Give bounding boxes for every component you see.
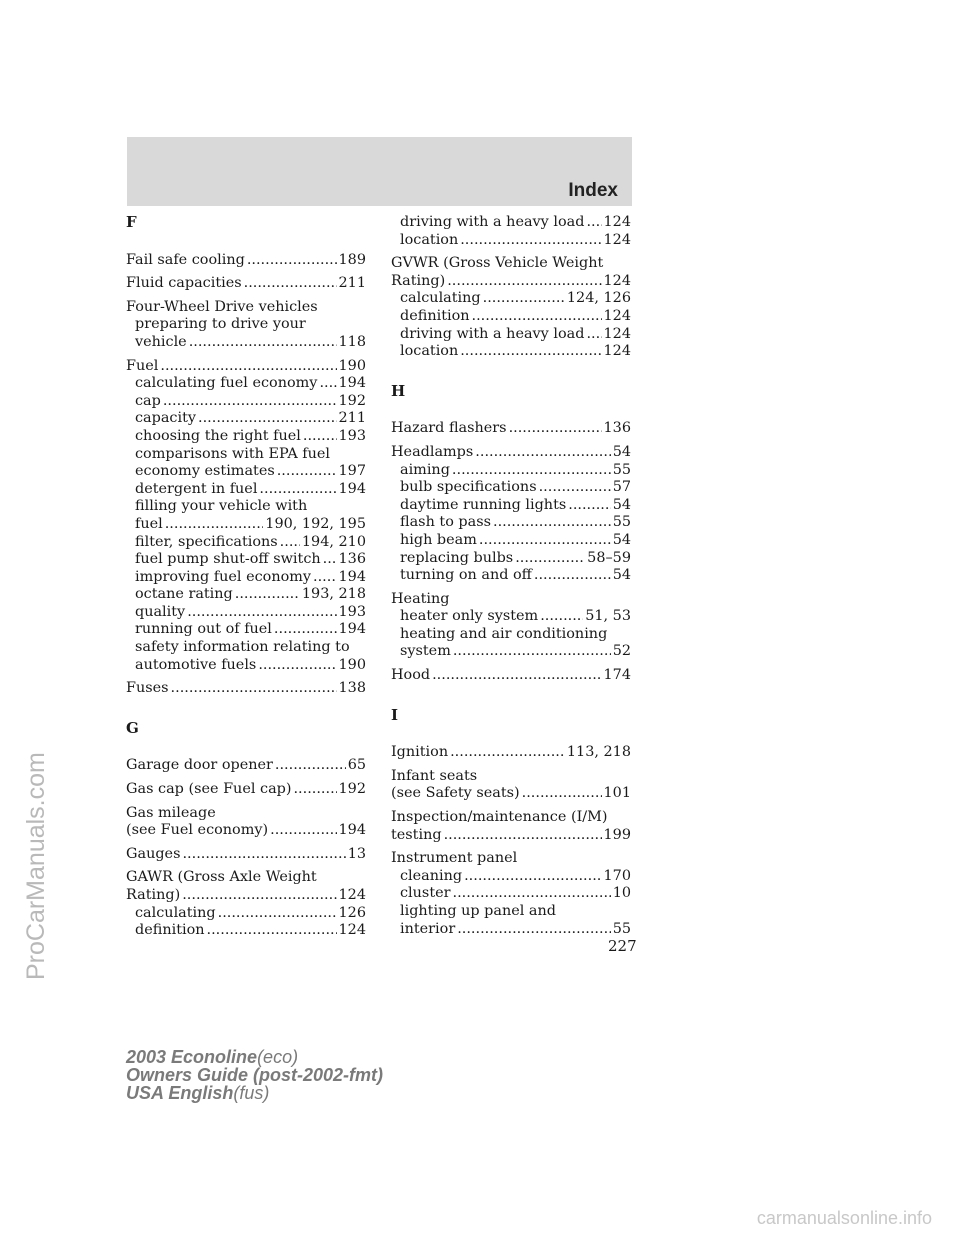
footer-language: USA English — [126, 1083, 234, 1103]
entry-page-ref: 65 — [347, 757, 366, 774]
index-entry — [391, 420, 631, 438]
entry-term: detergent in fuel — [135, 480, 258, 497]
entry-term: driving with a heavy load — [400, 325, 585, 342]
index-entry — [126, 275, 366, 293]
entry-term: Rating) — [391, 272, 446, 289]
entry-page-ref: 124, 126 — [566, 290, 631, 307]
entry-term: location — [400, 343, 459, 360]
entry-page-ref: 55 — [612, 514, 631, 531]
entry-page-ref: 190, 192, 195 — [265, 515, 366, 532]
section-header-band — [127, 137, 632, 206]
index-subentry-line — [391, 608, 631, 626]
dot-leader — [539, 479, 611, 497]
entry-term: Garage door opener — [126, 757, 273, 774]
index-entry-line — [391, 744, 631, 762]
index-letter-heading: H — [391, 381, 406, 400]
entry-page-ref: 190 — [338, 357, 366, 374]
index-entry-line — [391, 591, 631, 609]
entry-term: Gas cap (see Fuel cap) — [126, 781, 292, 798]
entry-term: cleaning — [400, 867, 463, 884]
entry-page-ref: 124 — [603, 325, 631, 342]
index-column-left — [126, 214, 366, 946]
index-entry — [126, 869, 366, 939]
index-entry-line — [391, 768, 631, 786]
dot-leader — [444, 827, 602, 845]
dot-leader — [540, 608, 583, 626]
entry-page-ref: 197 — [338, 463, 366, 480]
dot-leader — [182, 887, 336, 905]
dot-leader — [160, 358, 336, 376]
index-subentry-line — [391, 903, 631, 921]
index-subentry-line — [126, 569, 366, 587]
dot-leader — [163, 393, 337, 411]
entry-page-ref: 190 — [338, 656, 366, 673]
index-entry-line — [391, 273, 631, 291]
index-entry — [126, 358, 366, 675]
index-entry-line — [126, 887, 366, 905]
entry-term: improving fuel economy — [135, 568, 312, 585]
entry-page-ref: 54 — [612, 443, 631, 460]
dot-leader — [274, 621, 337, 639]
index-subentry-line — [126, 657, 366, 675]
entry-term: heating and air conditioning — [400, 625, 608, 642]
index-entry — [391, 255, 631, 361]
dot-leader — [432, 667, 601, 685]
index-subentry-line — [126, 604, 366, 622]
dot-leader — [165, 516, 264, 534]
entry-term: Hazard flashers — [391, 420, 507, 437]
index-subentry-line — [126, 334, 366, 352]
dot-leader — [447, 273, 601, 291]
entry-term: Gauges — [126, 845, 181, 862]
dot-leader — [568, 497, 610, 515]
entry-page-ref: 124 — [603, 307, 631, 324]
dot-leader — [189, 334, 337, 352]
dot-leader — [450, 744, 565, 762]
entry-term: safety information relating to — [135, 639, 350, 656]
index-subentry-line — [126, 534, 366, 552]
index-subentry-line — [391, 497, 631, 515]
entry-term: choosing the right fuel — [135, 427, 301, 444]
footer-guide: Owners Guide (post-2002-fmt) — [126, 1065, 384, 1085]
dot-leader — [493, 514, 611, 532]
entry-term: cap — [135, 392, 161, 409]
dot-leader — [586, 214, 601, 232]
index-subentry-line — [391, 868, 631, 886]
site-watermark: carmanualsonline.info — [756, 1208, 932, 1228]
index-subentry-line — [126, 922, 366, 940]
entry-page-ref: 124 — [603, 214, 631, 230]
entry-page-ref: 193, 218 — [301, 586, 366, 603]
index-entry — [126, 781, 366, 799]
entry-page-ref: 54 — [612, 531, 631, 548]
index-subentry-line — [391, 214, 631, 232]
dot-leader — [259, 481, 336, 499]
index-entry-line — [391, 850, 631, 868]
index-entry — [391, 768, 631, 803]
entry-term: Inspection/maintenance (I/M) — [391, 809, 608, 826]
entry-term: (see Fuel economy) — [126, 822, 269, 839]
index-entry — [391, 667, 631, 685]
index-entry — [126, 252, 366, 270]
entry-term: testing — [391, 826, 442, 843]
entry-term: fuel — [135, 515, 163, 532]
index-entry-line — [126, 846, 366, 864]
dot-leader — [270, 822, 336, 840]
entry-term: running out of fuel — [135, 621, 272, 638]
footer-model-code: (eco) — [257, 1047, 299, 1067]
entry-page-ref: 124 — [338, 922, 366, 939]
dot-leader — [303, 428, 337, 446]
index-entry — [391, 744, 631, 762]
index-entry-line — [391, 785, 631, 803]
entry-term: interior — [400, 920, 456, 937]
dot-leader — [464, 868, 601, 886]
index-entry-line — [126, 757, 366, 775]
dot-leader — [475, 444, 610, 462]
footer-model: 2003 Econoline — [126, 1047, 258, 1067]
index-entry-line — [126, 822, 366, 840]
page-number: 227 — [608, 937, 637, 955]
entry-term: GVWR (Gross Vehicle Weight — [391, 255, 604, 272]
index-subentry-line — [391, 532, 631, 550]
document-footer — [126, 1048, 383, 1102]
entry-page-ref: 194 — [338, 568, 366, 585]
dot-leader — [319, 375, 336, 393]
entry-page-ref: 199 — [603, 826, 631, 843]
index-subentry-line — [391, 462, 631, 480]
dot-leader — [218, 905, 337, 923]
index-subentry-line — [126, 481, 366, 499]
index-entry — [391, 850, 631, 938]
entry-term: location — [400, 231, 459, 248]
dot-leader — [293, 781, 336, 799]
dot-leader — [244, 275, 337, 293]
entry-term: definition — [400, 307, 470, 324]
index-entry — [391, 591, 631, 661]
entry-term: (see Safety seats) — [391, 785, 520, 802]
dot-leader — [534, 567, 611, 585]
index-entry-line — [126, 358, 366, 376]
entry-page-ref: 189 — [338, 251, 366, 268]
entry-page-ref: 194, 210 — [301, 533, 366, 550]
entry-term: Heating — [391, 590, 450, 607]
entry-term: high beam — [400, 531, 477, 548]
entry-term: driving with a heavy load — [400, 214, 585, 230]
entry-term: Infant seats — [391, 767, 478, 784]
entry-term: bulb specifications — [400, 479, 537, 496]
index-subentry-line — [126, 551, 366, 569]
index-entry — [391, 214, 631, 249]
entry-term: definition — [135, 922, 205, 939]
entry-term: Hood — [391, 667, 431, 684]
entry-term: Fail safe cooling — [126, 251, 245, 268]
index-subentry-line — [391, 567, 631, 585]
index-subentry-line — [126, 498, 366, 516]
dot-leader — [452, 462, 611, 480]
index-subentry-line — [391, 626, 631, 644]
entry-term: Ignition — [391, 744, 449, 761]
entry-term: quality — [135, 603, 186, 620]
index-entry-line — [126, 869, 366, 887]
entry-term: Fuses — [126, 680, 169, 697]
dot-leader — [313, 569, 337, 587]
dot-leader — [453, 643, 611, 661]
dot-leader — [483, 290, 565, 308]
index-subentry-line — [391, 921, 631, 939]
entry-page-ref: 193 — [338, 427, 366, 444]
index-column-right — [391, 214, 631, 944]
footer-language-code: (fus) — [233, 1083, 270, 1103]
entry-term: daytime running lights — [400, 496, 567, 513]
index-entry — [126, 757, 366, 775]
entry-term: filter, specifications — [135, 533, 278, 550]
entry-page-ref: 194 — [338, 375, 366, 392]
index-entry — [126, 805, 366, 840]
entry-term: comparisons with EPA fuel — [135, 445, 331, 462]
entry-page-ref: 124 — [603, 343, 631, 360]
dot-leader — [171, 680, 337, 698]
dot-leader — [460, 343, 601, 361]
index-subentry-line — [126, 463, 366, 481]
entry-page-ref: 136 — [338, 551, 366, 568]
entry-term: Rating) — [126, 887, 181, 903]
entry-term: cluster — [400, 885, 451, 902]
entry-term: filling your vehicle with — [135, 498, 308, 515]
index-entry — [391, 809, 631, 844]
watermark-text: ProCarManuals.com — [22, 752, 50, 980]
entry-page-ref: 124 — [338, 887, 366, 903]
entry-page-ref: 174 — [603, 667, 631, 684]
entry-page-ref: 193 — [338, 603, 366, 620]
index-subentry-line — [391, 550, 631, 568]
dot-leader — [509, 420, 602, 438]
entry-term: lighting up panel and — [400, 903, 556, 919]
entry-page-ref: 192 — [338, 781, 366, 798]
entry-term: octane rating — [135, 586, 233, 603]
index-subentry-line — [391, 885, 631, 903]
index-subentry-line — [126, 905, 366, 923]
index-entry-line — [126, 252, 366, 270]
index-subentry-line — [391, 232, 631, 250]
index-letter-heading: G — [126, 718, 139, 737]
entry-page-ref: 13 — [347, 845, 366, 862]
entry-term: aiming — [400, 461, 450, 478]
index-subentry-line — [126, 375, 366, 393]
entry-term: capacity — [135, 410, 197, 427]
dot-leader — [258, 657, 336, 675]
entry-page-ref: 55 — [612, 461, 631, 478]
dot-leader — [277, 463, 337, 481]
index-subentry-line — [391, 326, 631, 344]
index-subentry-line — [126, 446, 366, 464]
index-entry-line — [126, 680, 366, 698]
entry-page-ref: 124 — [603, 272, 631, 289]
index-entry — [126, 680, 366, 698]
index-subentry-line — [126, 410, 366, 428]
dot-leader — [198, 410, 337, 428]
dot-leader — [460, 232, 601, 250]
entry-page-ref: 51, 53 — [585, 608, 631, 625]
entry-term: Gas mileage — [126, 804, 216, 821]
index-subentry-line — [126, 586, 366, 604]
index-subentry-line — [391, 308, 631, 326]
entry-page-ref: 57 — [612, 479, 631, 496]
index-subentry-line — [391, 290, 631, 308]
entry-page-ref: 118 — [338, 333, 366, 350]
index-subentry-line — [126, 428, 366, 446]
index-entry-line — [126, 299, 366, 317]
entry-page-ref: 58–59 — [587, 549, 631, 566]
dot-leader — [453, 885, 611, 903]
entry-page-ref: 54 — [612, 567, 631, 584]
index-entry-line — [391, 809, 631, 827]
entry-term: Four-Wheel Drive vehicles — [126, 298, 318, 315]
entry-page-ref: 211 — [338, 410, 366, 427]
dot-leader — [472, 308, 602, 326]
dot-leader — [187, 604, 336, 622]
entry-term: Instrument panel — [391, 850, 518, 867]
dot-leader — [235, 586, 300, 604]
entry-page-ref: 54 — [612, 496, 631, 513]
index-subentry-line — [126, 516, 366, 534]
dot-leader — [522, 785, 602, 803]
entry-term: heater only system — [400, 608, 539, 625]
entry-term: automotive fuels — [135, 656, 257, 673]
index-subentry-line — [126, 621, 366, 639]
entry-page-ref: 194 — [338, 480, 366, 497]
section-title: Index — [568, 180, 618, 201]
entry-page-ref: 170 — [603, 867, 631, 884]
entry-term: system — [400, 643, 451, 660]
index-entry-line — [391, 444, 631, 462]
entry-page-ref: 126 — [338, 904, 366, 921]
dot-leader — [457, 921, 610, 939]
dot-leader — [247, 252, 337, 270]
entry-page-ref: 52 — [612, 643, 631, 660]
dot-leader — [275, 757, 346, 775]
entry-page-ref: 124 — [603, 231, 631, 248]
dot-leader — [479, 532, 611, 550]
entry-page-ref: 138 — [338, 680, 366, 697]
index-subentry-line — [126, 316, 366, 334]
index-entry-line — [391, 827, 631, 845]
index-entry — [126, 299, 366, 352]
entry-term: calculating — [135, 904, 216, 921]
entry-page-ref: 136 — [603, 420, 631, 437]
entry-term: turning on and off — [400, 567, 532, 584]
index-entry-line — [391, 255, 631, 273]
entry-term: GAWR (Gross Axle Weight — [126, 869, 317, 886]
index-entry-line — [126, 781, 366, 799]
index-subentry-line — [391, 343, 631, 361]
entry-page-ref: 113, 218 — [566, 744, 631, 761]
dot-leader — [182, 846, 345, 864]
index-subentry-line — [126, 639, 366, 657]
dot-leader — [515, 550, 585, 568]
index-subentry-line — [391, 479, 631, 497]
entry-page-ref: 10 — [612, 885, 631, 902]
index-entry-line — [126, 805, 366, 823]
index-subentry-line — [126, 393, 366, 411]
index-entry-line — [391, 667, 631, 685]
dot-leader — [323, 551, 337, 569]
entry-page-ref: 192 — [338, 392, 366, 409]
entry-term: economy estimates — [135, 463, 275, 480]
entry-term: Fluid capacities — [126, 275, 242, 292]
entry-term: Fuel — [126, 357, 159, 374]
entry-term: calculating fuel economy — [135, 375, 318, 392]
entry-term: fuel pump shut-off switch — [135, 551, 321, 568]
index-letter-heading: I — [391, 705, 399, 724]
index-subentry-line — [391, 643, 631, 661]
entry-term: preparing to drive your — [135, 316, 306, 333]
dot-leader — [280, 534, 300, 552]
index-entry — [391, 444, 631, 585]
entry-term: calculating — [400, 290, 481, 307]
entry-term: vehicle — [135, 333, 187, 350]
dot-leader — [586, 326, 601, 344]
entry-page-ref: 211 — [338, 275, 366, 292]
entry-page-ref: 55 — [612, 920, 631, 937]
entry-term: Headlamps — [391, 443, 474, 460]
entry-page-ref: 101 — [603, 785, 631, 802]
dot-leader — [207, 922, 337, 940]
index-entry-line — [391, 420, 631, 438]
entry-term: replacing bulbs — [400, 549, 514, 566]
index-entry-line — [126, 275, 366, 293]
index-entry — [126, 846, 366, 864]
entry-page-ref: 194 — [338, 621, 366, 638]
entry-page-ref: 194 — [338, 822, 366, 839]
entry-term: flash to pass — [400, 514, 491, 531]
index-letter-heading: F — [126, 213, 137, 231]
index-subentry-line — [391, 514, 631, 532]
